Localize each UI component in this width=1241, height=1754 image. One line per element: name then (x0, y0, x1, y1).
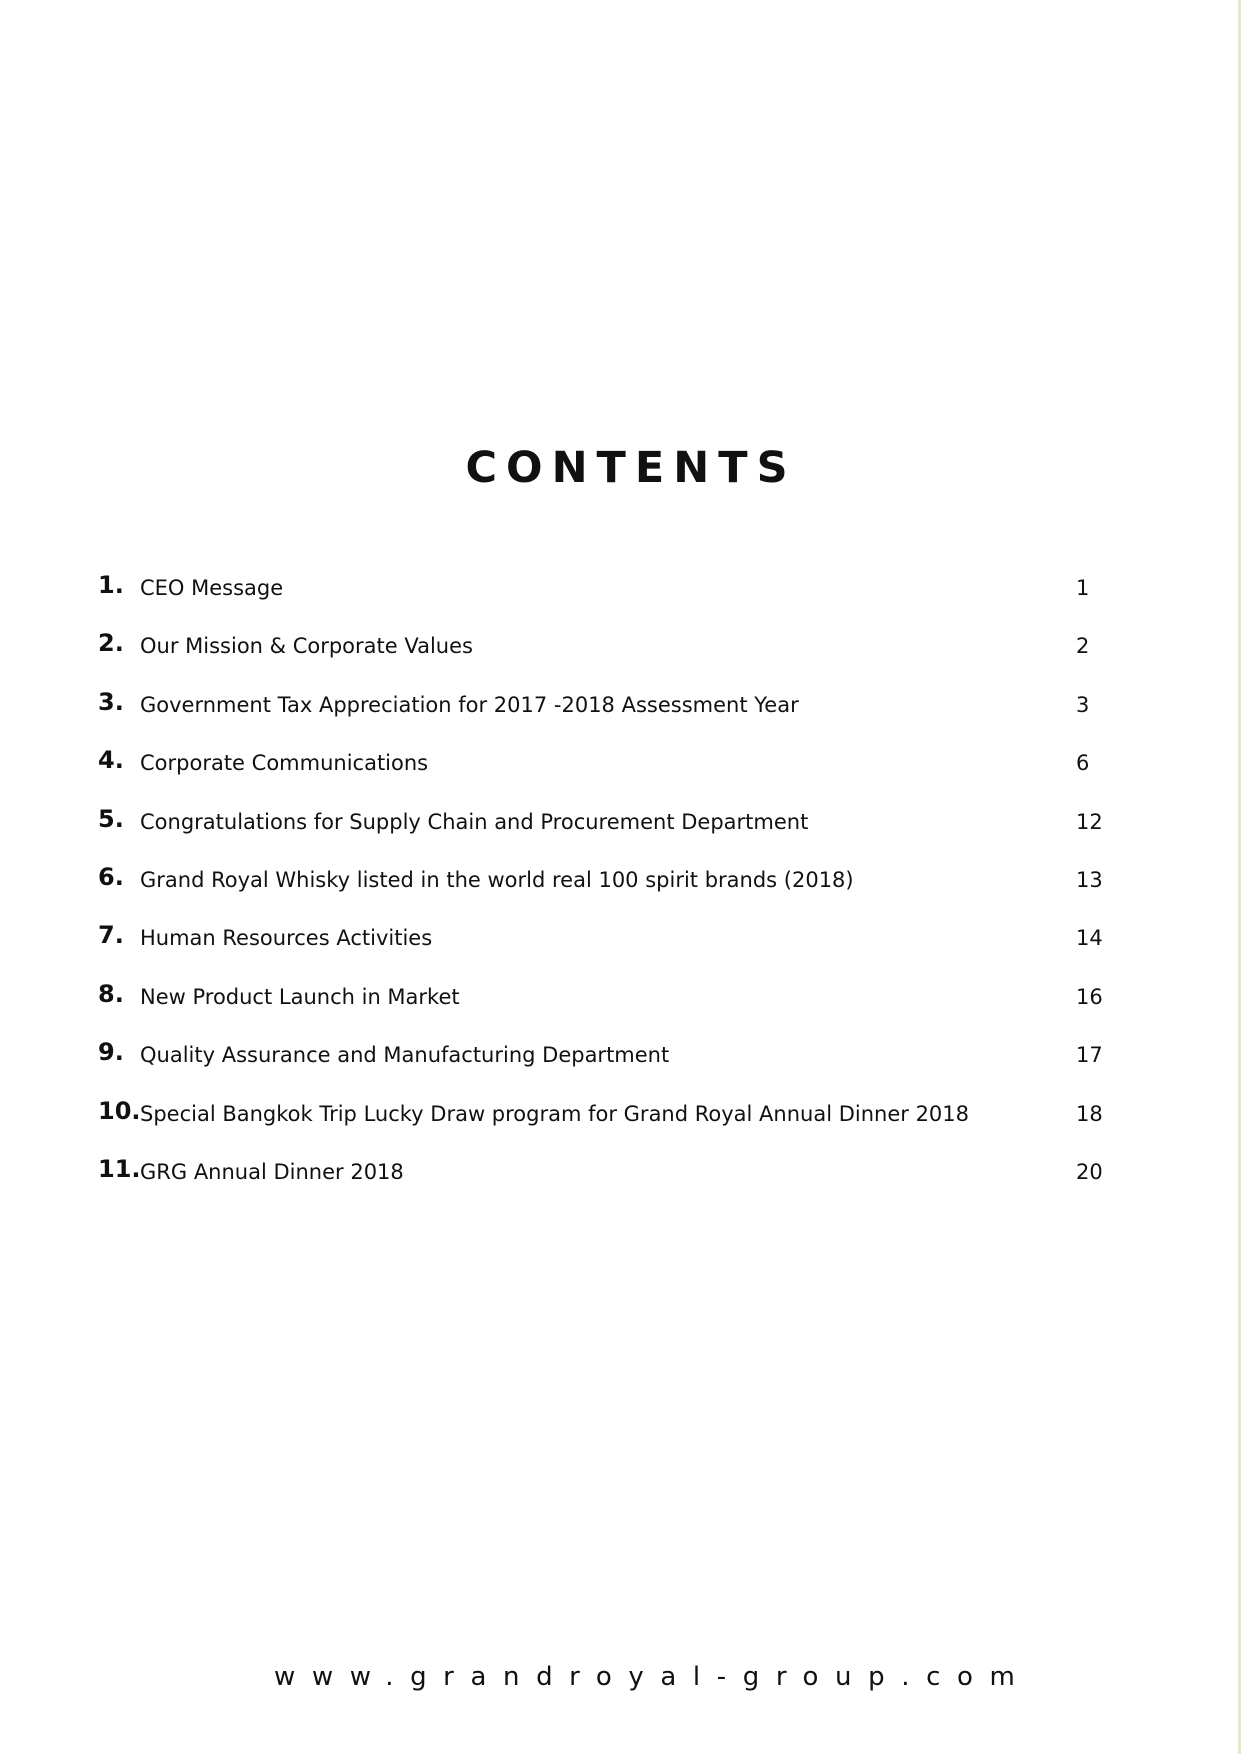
toc-item-page: 20 (1076, 1159, 1103, 1184)
toc-item (98, 800, 1103, 858)
toc-item-number: 3. (98, 687, 124, 716)
toc-item-number: 7. (98, 921, 124, 950)
page-title: CONTENTS (465, 443, 797, 493)
toc-item-page: 17 (1076, 1043, 1103, 1068)
toc-item-number: 11. (98, 1154, 141, 1183)
toc-item (98, 683, 1098, 741)
toc-item (98, 624, 1098, 682)
toc-item-title: Quality Assurance and Manufacturing Department (140, 1043, 670, 1068)
toc-item-title: Human Resources Activities (140, 926, 433, 951)
toc-item-title: Corporate Communications (140, 751, 429, 776)
toc-item-title: GRG Annual Dinner 2018 (140, 1159, 404, 1184)
toc-item (98, 1092, 1103, 1150)
toc-item-title: CEO Message (140, 576, 284, 600)
toc-item-number: 8. (98, 979, 124, 1008)
toc-item-title: Special Bangkok Trip Lucky Draw program for Grand Royal Annual Dinner 2018 (140, 1101, 970, 1126)
toc-item-number: 2. (98, 629, 124, 658)
toc-item-number: 10. (98, 1096, 141, 1125)
footer-website-url: www.grandroyal-group.com (274, 1662, 1032, 1692)
table-of-contents (98, 566, 1103, 1208)
toc-item-title: Congratulations for Supply Chain and Procurement Department (140, 809, 809, 834)
toc-item-number: 1. (98, 571, 124, 599)
toc-item-number: 5. (98, 804, 124, 833)
toc-item (98, 1033, 1103, 1091)
toc-item-number: 4. (98, 746, 124, 775)
toc-item-page: 2 (1076, 634, 1090, 659)
toc-item-title: New Product Launch in Market (140, 984, 460, 1009)
toc-item (98, 916, 1103, 974)
toc-item (98, 741, 1098, 799)
toc-item-number: 9. (98, 1038, 124, 1067)
toc-item-number: 6. (98, 862, 124, 891)
toc-item-page: 1 (1076, 576, 1090, 600)
toc-item (98, 858, 1103, 916)
toc-item (98, 566, 1098, 624)
toc-item-page: 3 (1076, 692, 1090, 717)
toc-item-page: 14 (1076, 926, 1103, 951)
toc-item-page: 18 (1076, 1101, 1103, 1126)
toc-item-title: Government Tax Appreciation for 2017 -2018 Assessment Year (140, 692, 799, 717)
toc-item (98, 1150, 1103, 1208)
toc-item-title: Our Mission & Corporate Values (140, 634, 473, 659)
toc-item-title: Grand Royal Whisky listed in the world real 100 spirit brands (2018) (140, 867, 854, 892)
toc-item-page: 13 (1076, 867, 1103, 892)
toc-item-page: 12 (1076, 809, 1103, 834)
toc-item-page: 16 (1076, 984, 1103, 1009)
toc-item (98, 975, 1103, 1033)
toc-item-page: 6 (1076, 751, 1090, 776)
